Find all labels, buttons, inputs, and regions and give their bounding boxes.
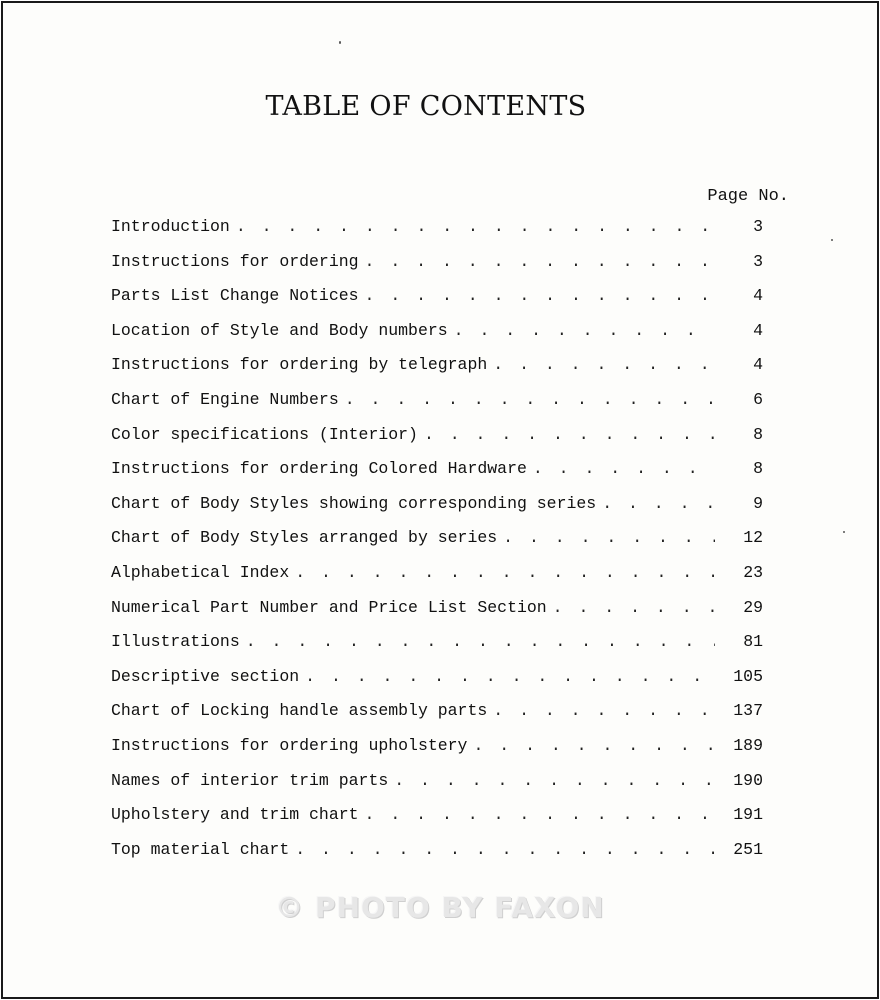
- toc-entry-label: Introduction: [111, 217, 230, 236]
- watermark: © PHOTO BY FAXON: [275, 891, 605, 924]
- toc-entry-label: Location of Style and Body numbers: [111, 320, 448, 340]
- dot-leader: [454, 321, 715, 340]
- toc-entry-page-number: 191: [733, 805, 763, 825]
- toc-entry-label: Chart of Body Styles arranged by series: [111, 528, 498, 548]
- toc-entry: [111, 632, 763, 667]
- toc-entry-label: Alphabetical Index: [111, 562, 290, 582]
- toc-entry: [111, 252, 763, 287]
- toc-entry-label: Parts List Change Notices: [111, 286, 359, 306]
- page-title: TABLE OF CONTENTS: [265, 91, 587, 122]
- toc-entry-page-number: 137: [733, 701, 763, 721]
- toc-entry: [111, 528, 763, 563]
- table-of-contents-list: [111, 217, 763, 874]
- toc-entry-label: Top material chart: [111, 839, 290, 859]
- print-speck: [831, 239, 833, 241]
- dot-leader: [365, 286, 715, 305]
- dot-leader: [394, 771, 715, 790]
- dot-leader: [493, 355, 715, 374]
- toc-entry: [111, 701, 763, 736]
- toc-entry-page-number: 8: [753, 459, 763, 479]
- page-number-column-heading: Page No.: [707, 187, 789, 206]
- toc-entry: [111, 390, 763, 425]
- toc-entry: [111, 459, 763, 494]
- toc-entry-label: Color specifications (Interior): [111, 424, 418, 444]
- toc-entry-label: Names of interior trim parts: [111, 770, 389, 790]
- toc-entry-page-number: 29: [743, 597, 763, 617]
- toc-entry-label: Instructions for ordering upholstery: [111, 735, 468, 755]
- toc-entry-label: Descriptive section: [111, 666, 300, 686]
- dot-leader: [503, 528, 715, 547]
- toc-entry: [111, 736, 763, 771]
- toc-entry-page-number: 3: [753, 251, 763, 271]
- toc-entry: [111, 494, 763, 529]
- dot-leader: [295, 563, 715, 582]
- toc-entry: [111, 840, 763, 875]
- toc-entry-label: Illustrations: [111, 632, 240, 652]
- toc-entry: [111, 771, 763, 806]
- toc-entry-page-number: 9: [753, 493, 763, 513]
- toc-entry-page-number: 81: [743, 632, 763, 652]
- print-speck: [339, 41, 341, 44]
- toc-entry-page-number: 12: [743, 528, 763, 548]
- toc-entry-page-number: 105: [733, 666, 763, 686]
- toc-entry-label: Numerical Part Number and Price List Section: [111, 597, 547, 617]
- dot-leader: [533, 459, 715, 478]
- toc-entry: [111, 355, 763, 390]
- toc-entry-page-number: 4: [753, 286, 763, 306]
- dot-leader: [345, 390, 715, 409]
- toc-entry: [111, 805, 763, 840]
- toc-entry-label: Chart of Locking handle assembly parts: [111, 701, 488, 721]
- document-page: [1, 1, 879, 999]
- toc-entry-label: Upholstery and trim chart: [111, 805, 359, 825]
- toc-entry: [111, 286, 763, 321]
- dot-leader: [246, 632, 715, 651]
- dot-leader: [365, 252, 715, 271]
- toc-entry: [111, 321, 763, 356]
- dot-leader: [424, 425, 715, 444]
- dot-leader: [365, 805, 715, 824]
- dot-leader: [553, 598, 715, 617]
- toc-entry: [111, 667, 763, 702]
- print-speck: [843, 531, 845, 533]
- dot-leader: [305, 667, 715, 686]
- toc-entry-page-number: 190: [733, 770, 763, 790]
- dot-leader: [493, 701, 715, 720]
- toc-entry: [111, 563, 763, 598]
- toc-entry-page-number: 189: [733, 735, 763, 755]
- toc-entry-label: Instructions for ordering: [111, 251, 359, 271]
- toc-entry-page-number: 3: [753, 217, 763, 236]
- toc-entry-label: Chart of Body Styles showing corresponding series: [111, 493, 597, 513]
- toc-entry: [111, 425, 763, 460]
- toc-entry-page-number: 4: [753, 320, 763, 340]
- toc-entry-page-number: 8: [753, 424, 763, 444]
- toc-entry-label: Instructions for ordering Colored Hardware: [111, 459, 527, 479]
- toc-entry: [111, 217, 763, 252]
- toc-entry-label: Chart of Engine Numbers: [111, 389, 339, 409]
- toc-entry: [111, 598, 763, 633]
- dot-leader: [602, 494, 715, 513]
- dot-leader: [473, 736, 715, 755]
- dot-leader: [236, 217, 715, 236]
- toc-entry-page-number: 23: [743, 562, 763, 582]
- toc-entry-page-number: 251: [733, 839, 763, 859]
- toc-entry-page-number: 6: [753, 389, 763, 409]
- toc-entry-label: Instructions for ordering by telegraph: [111, 355, 488, 375]
- dot-leader: [295, 840, 715, 859]
- toc-entry-page-number: 4: [753, 355, 763, 375]
